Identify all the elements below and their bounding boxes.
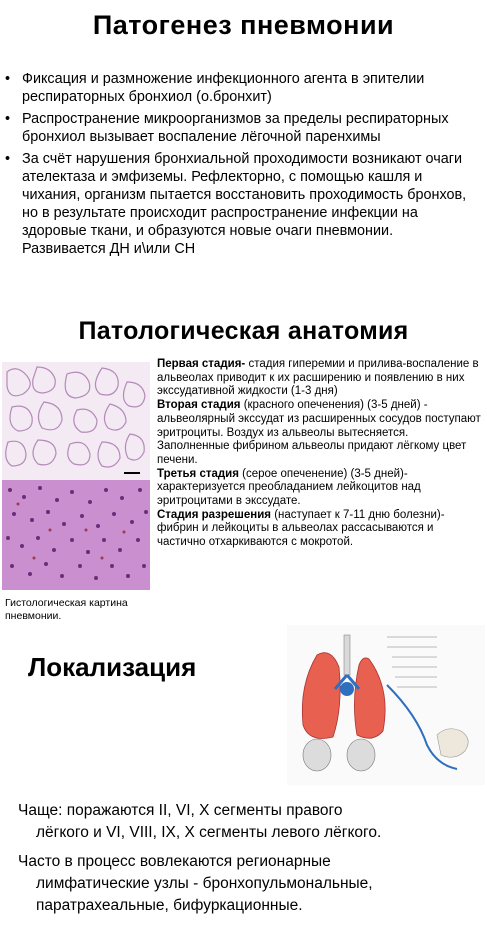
bullet-symbol: •	[5, 71, 11, 87]
title-localization: Локализация	[28, 652, 197, 682]
stage-1: Первая стадия- стадия гиперемии и прилива-воспаление в альвеолах приводит к их расширению и появлению в них экссудативной жидкости (1-3 дня)	[157, 358, 479, 398]
title-pathological-anatomy: Патологическая анатомия	[78, 317, 409, 345]
list-item: • Распространение микроорганизмов за пределы респираторных бронхиол вызывает воспаление лёгочной паренхимы	[5, 111, 449, 145]
pathogenesis-list	[0, 70, 480, 262]
bullet-symbol: •	[5, 151, 11, 167]
list-item: • Фиксация и размножение инфекционного агента в эпителии респираторных бронхиол (о.бронхит)	[5, 71, 425, 105]
stage-4: Стадия разрешения (наступает к 7-11 дню болезни)- фибрин и лейкоциты в альвеолах рассасываются и частично отхаркиваются с мокротой.	[157, 508, 445, 549]
stage-2: Вторая стадия (красного опеченения) (3-5 дней) - альвеолярный экссудат из расширенных сосудов поступают эритроциты. Воздух из альвеолы вытесняется. Заполненные фибрином альвеолы придают лёгкому цвет печени.	[157, 399, 481, 466]
localization-segments: Чаще: поражаются II, VI, X сегменты правого лёгкого и VI, VIII, IX, X сегменты левого лёгкого.	[18, 802, 382, 841]
stage-3: Третья стадия (серое опеченение) (3-5 дней)-характеризуется преобладанием лейкоцитов над эритроцитами в экссудате.	[157, 467, 421, 508]
histology-image	[2, 362, 150, 590]
bullet-symbol: •	[5, 111, 11, 127]
title-pathogenesis: Патогенез пневмонии	[92, 10, 395, 40]
list-item: • За счёт нарушения бронхиальной проходимости возникают очаги ателектаза и эмфиземы. Рефлекторно, с помощью кашля и чихания, организм пытается восстановить проходимость бронхов, но в результате происходит распространение инфекции на здоровые ткани, и образуются новые очаги пневмонии. Развивается ДН и\или СН	[5, 151, 467, 257]
histology-caption: Гистологическая картина пневмонии.	[5, 597, 128, 622]
localization-lymph-nodes: Часто в процесс вовлекаются регионарные лимфатические узлы - бронхопульмональные, паратрахеальные, бифуркационные.	[18, 853, 373, 914]
stages-text	[157, 358, 482, 550]
lung-anatomy-image	[287, 625, 485, 785]
